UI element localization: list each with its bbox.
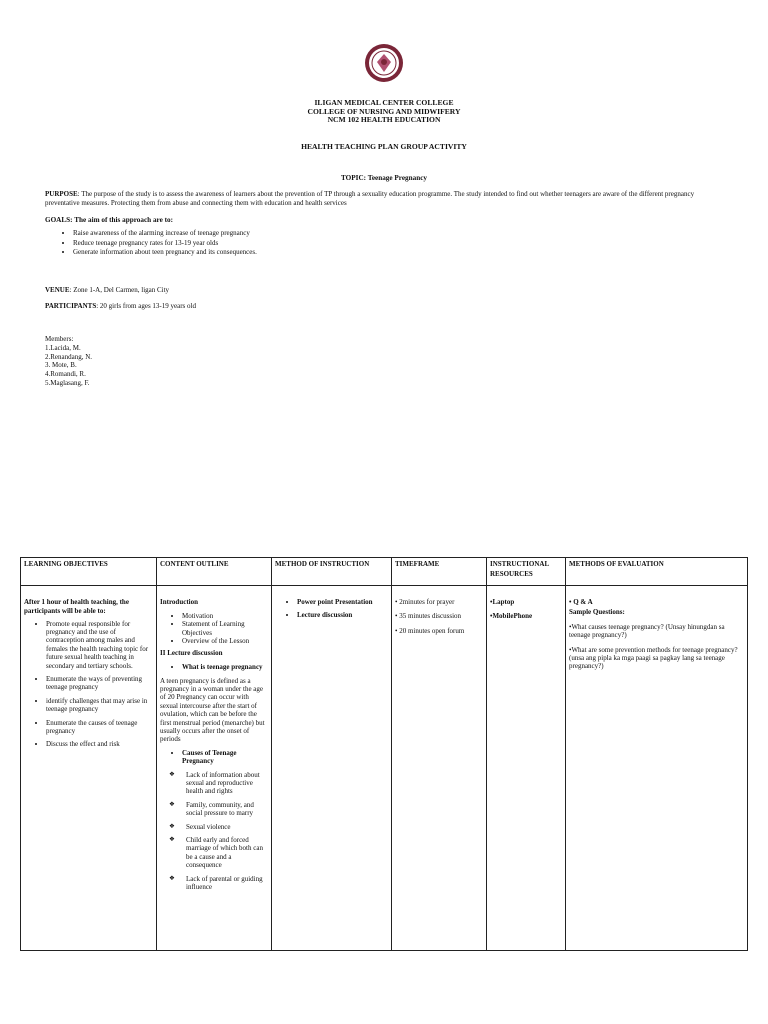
instructional-resources-cell (487, 586, 566, 951)
member-item: 4.Romandi, R. (45, 370, 86, 379)
definition-text: A teen pregnancy is defined as a pregnancy in a woman under the age of 20 Pregnancy can occur with sexual intercourse after the start of ovulation, which can be before the first menstrual period (menarche) but usually occurs after the onset of periods (160, 676, 265, 744)
teaching-plan-table (20, 557, 748, 951)
purpose-paragraph (45, 190, 725, 208)
header-content-outline: CONTENT OUTLINE (157, 558, 272, 586)
objectives-list (24, 620, 153, 749)
learning-objectives-cell (21, 586, 157, 951)
header-timeframe: TIMEFRAME (392, 558, 487, 586)
causes-title-list (160, 749, 268, 766)
college-seal-logo (364, 43, 404, 83)
method-item: • Power point Presentation (297, 598, 388, 606)
timeframe-item: • 20 minutes open forum (395, 626, 465, 635)
document-header (0, 99, 768, 125)
member-item: 2.Renandang, N. (45, 352, 93, 361)
member-item: 3. Mote, B. (45, 361, 77, 370)
intro-item: • Overview of the Lesson (182, 637, 268, 645)
what-is-list (160, 663, 268, 671)
cause-item: ❖ Child early and forced marriage of which both can be a cause and a consequence (178, 836, 268, 870)
intro-item: • Statement of Learning Objectives (182, 620, 268, 637)
intro-item: • Motivation (182, 612, 268, 620)
causes-list (160, 771, 268, 892)
resource-item: •Laptop (490, 598, 515, 606)
content-outline-cell (157, 586, 272, 951)
department-name: COLLEGE OF NURSING AND MIDWIFERY (307, 106, 461, 116)
header-learning-objectives: LEARNING OBJECTIVES (21, 558, 157, 586)
participants-line (45, 302, 196, 311)
cause-item: ❖ Family, community, and social pressure to marry (178, 801, 268, 818)
introduction-title: Introduction (160, 598, 198, 606)
what-is-title: • What is teenage pregnancy (182, 663, 268, 671)
method-of-instruction-cell (272, 586, 392, 951)
methods-of-evaluation-cell (566, 586, 748, 951)
cause-item: ❖ Sexual violence (178, 823, 268, 831)
college-name: ILIGAN MEDICAL CENTER COLLEGE (314, 98, 454, 107)
table-row (21, 586, 748, 951)
member-item: 1.Lacida, M. (45, 343, 81, 352)
method-item: • Lecture discussion (297, 611, 388, 619)
goals-title (45, 216, 173, 225)
introduction-list (160, 612, 268, 646)
members-title: Members: (45, 335, 74, 343)
objective-item: • Enumerate the causes of teenage pregnancy (46, 719, 153, 736)
objective-item: • identify challenges that may arise in teenage pregnancy (46, 697, 153, 714)
causes-title: • Causes of Teenage Pregnancy (182, 749, 268, 766)
participants-label: PARTICIPANTS (45, 302, 97, 310)
timeframe-cell (392, 586, 487, 951)
objective-item: • Promote equal responsible for pregnancy and the use of contraception among males and females the health teaching topic for future sexual health teaching in secondary and tertiary schools. (46, 620, 153, 670)
sample-question: •What causes teenage pregnancy? (Unsay hinungdan sa teenage pregnancy?) (569, 622, 725, 640)
venue-text: : Zone 1-A, Del Carmen, ligan City (69, 286, 170, 294)
objective-item: • Enumerate the ways of preventing teenage pregnancy (46, 675, 153, 692)
topic-value: Teenage Pregnancy (367, 174, 427, 182)
sample-questions-title: Sample Questions: (569, 608, 625, 617)
goal-item: • Raise awareness of the alarming increase of teenage pregnancy (73, 229, 257, 239)
table-header-row (21, 558, 748, 586)
qa-label: • Q & A (569, 598, 593, 606)
topic-line (0, 174, 768, 183)
header-instructional-resources: INSTRUCTIONAL RESOURCES (487, 558, 566, 586)
topic-label: TOPIC: (341, 174, 367, 182)
venue-line (45, 286, 169, 295)
participants-text: : 20 girls from ages 13-19 years old (96, 302, 196, 310)
goals-list (45, 229, 257, 258)
venue-label: VENUE (45, 286, 70, 294)
goal-item: • Reduce teenage pregnancy rates for 13-19 year olds (73, 239, 257, 249)
cause-item: ❖ Lack of parental or guiding influence (178, 875, 268, 892)
member-item: 5.Maglasang, F. (45, 378, 90, 387)
activity-title: HEALTH TEACHING PLAN GROUP ACTIVITY (301, 142, 467, 151)
header-method-of-instruction: METHOD OF INSTRUCTION (272, 558, 392, 586)
objectives-intro: After 1 hour of health teaching, the participants will be able to: (24, 598, 129, 615)
lecture-title: II Lecture discussion (160, 649, 223, 658)
header-methods-of-evaluation: METHODS OF EVALUATION (566, 558, 748, 586)
purpose-label: PURPOSE (45, 190, 78, 198)
cause-item: ❖ Lack of information about sexual and reproductive health and rights (178, 771, 268, 796)
goal-item: • Generate information about teen pregnancy and its consequences. (73, 248, 257, 258)
purpose-text: : The purpose of the study is to assess the awareness of learners about the prevention of TP through a sexuality education programme. The study intended to find out whether teenagers are aware of the different pregnancy preventative measures. Protecting them from abuse and connecting them with education and health services (45, 190, 695, 207)
timeframe-item: • 35 minutes discussion (395, 612, 462, 621)
resource-item: •MobilePhone (490, 612, 533, 621)
timeframe-item: • 2minutes for prayer (395, 598, 455, 606)
members-list (45, 335, 92, 388)
goals-title-text: GOALS: The aim of this approach are to: (45, 216, 173, 224)
course-name: NCM 102 HEALTH EDUCATION (327, 115, 441, 125)
methods-list (275, 598, 388, 620)
objective-item: • Discuss the effect and risk (46, 740, 153, 748)
sample-question: •What are some prevention methods for teenage pregnancy? (unsa ang pipla ka mga paagi sa pagkay lang sa teenage pregnancy?) (569, 645, 738, 671)
